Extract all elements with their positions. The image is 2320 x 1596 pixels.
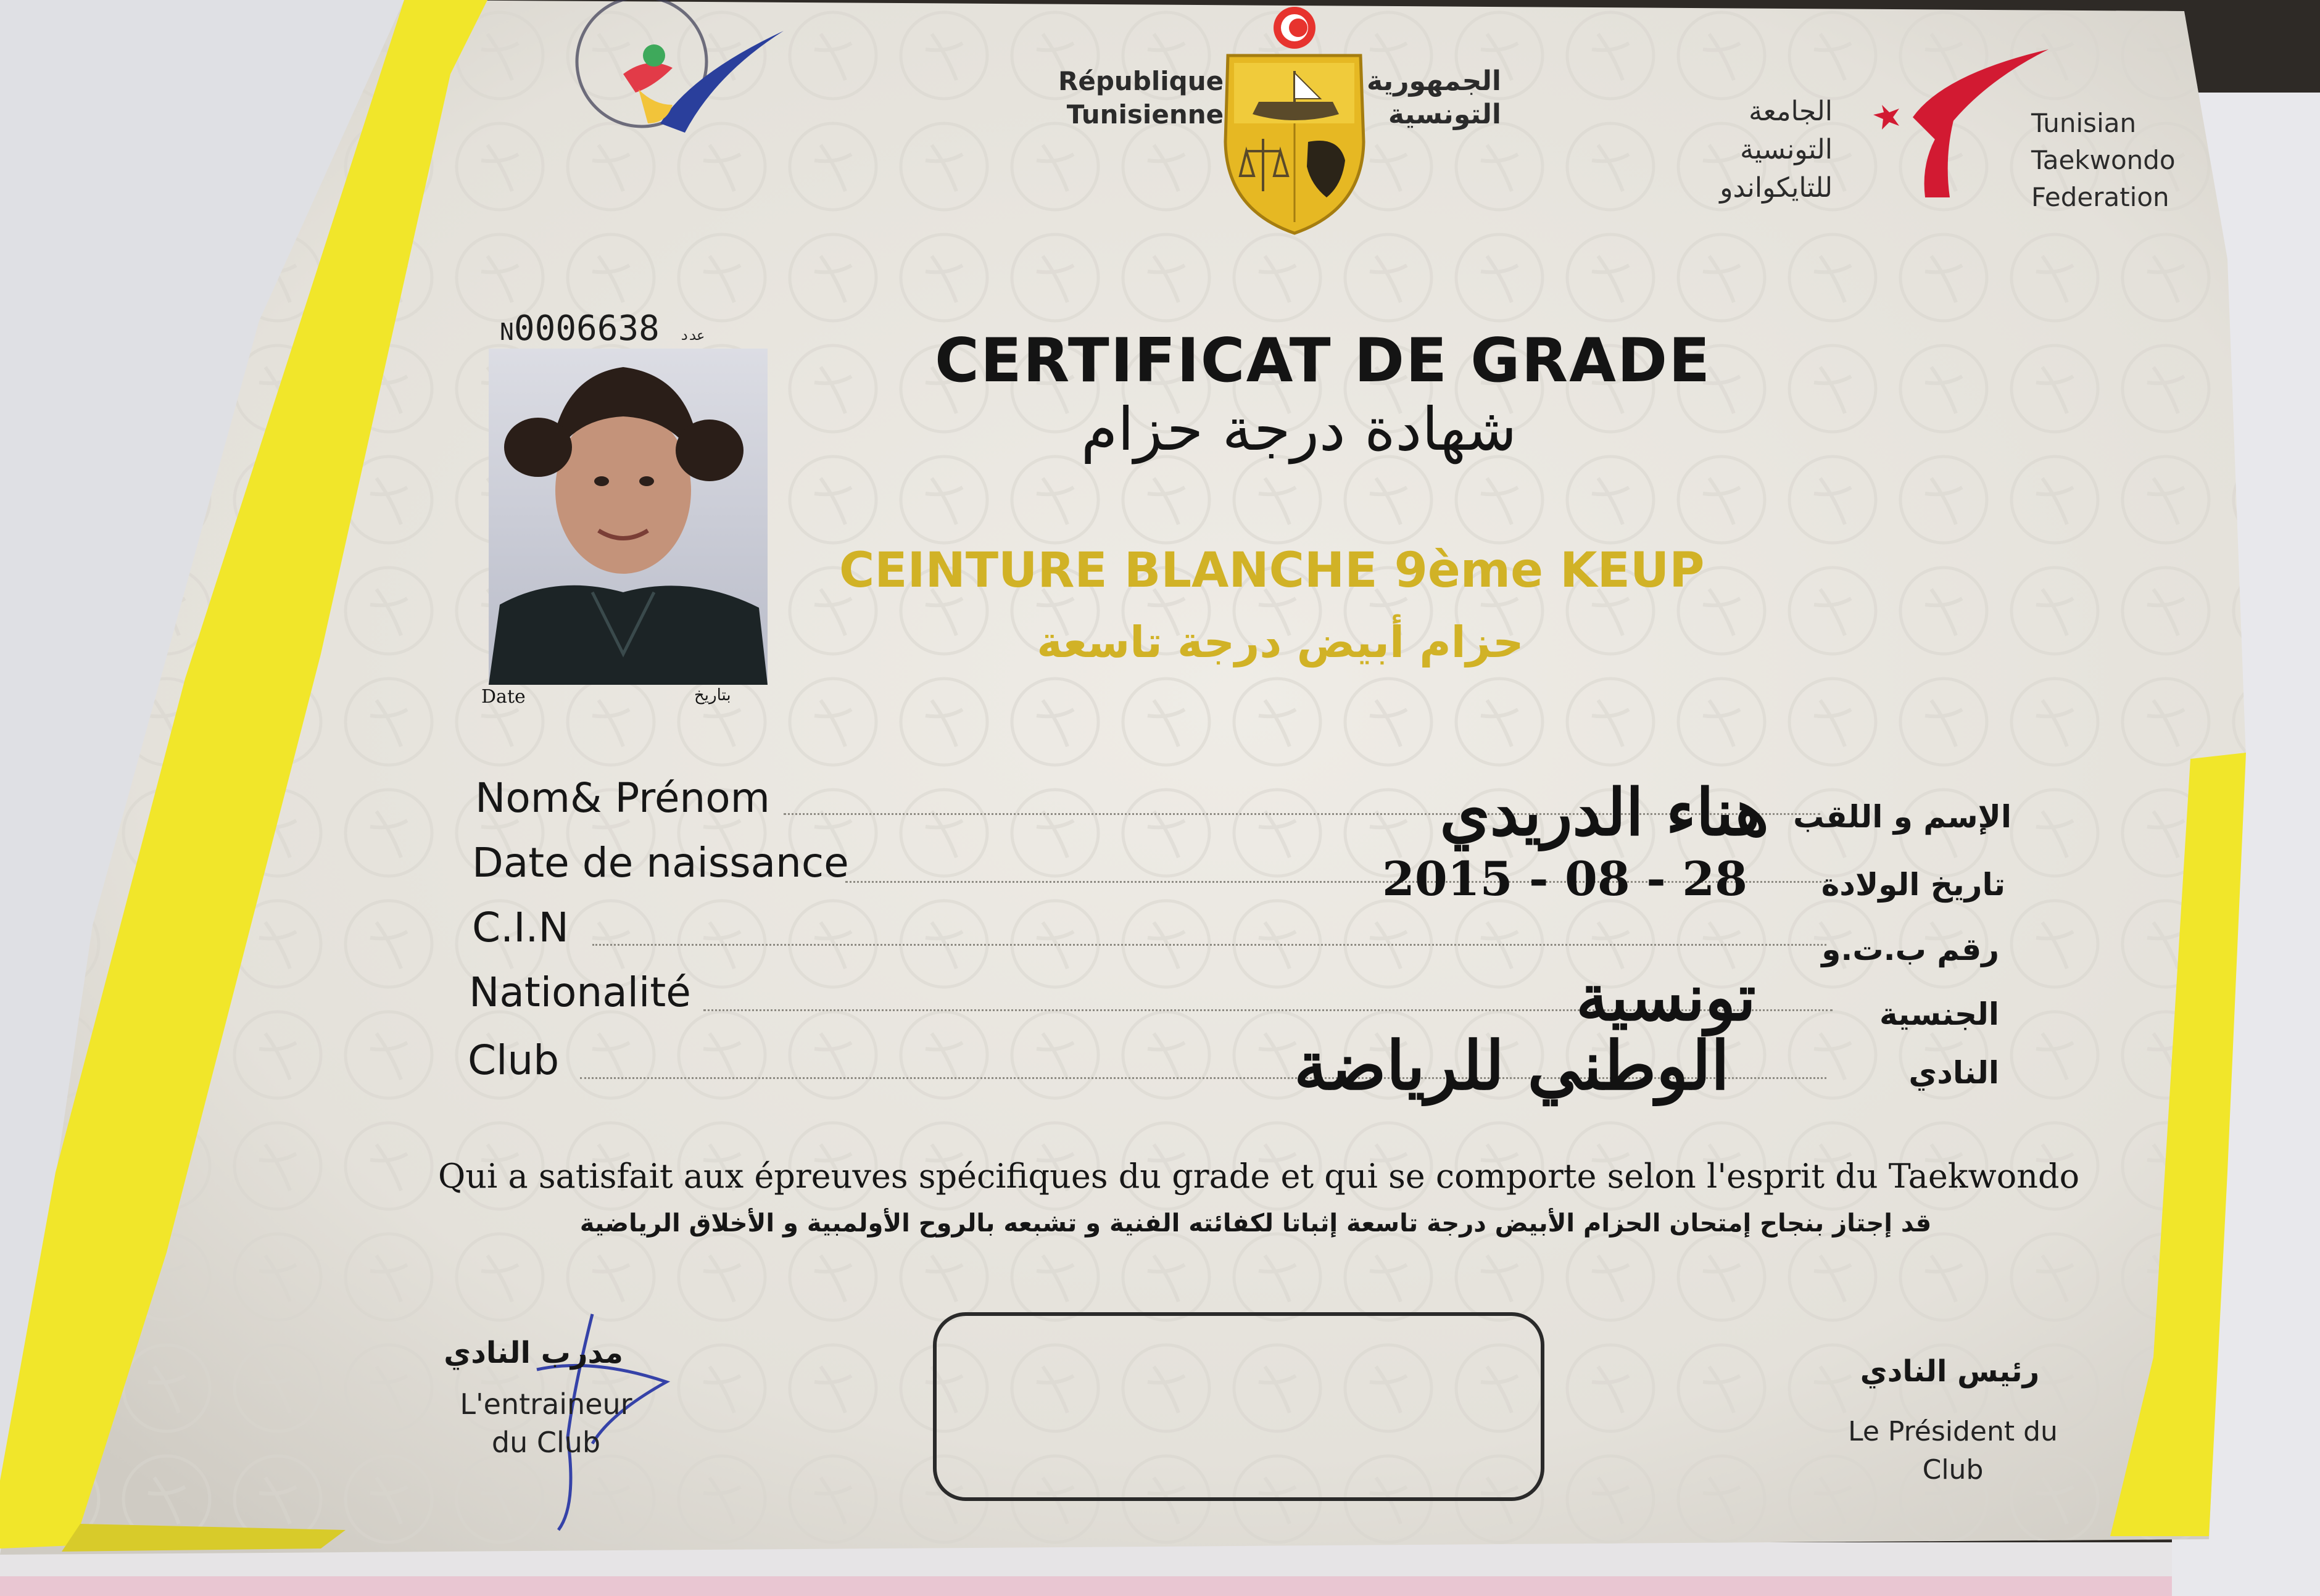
field-cin-label-fr: C.I.N	[472, 904, 569, 951]
trainer-title-fr-line1: L'entraineur	[460, 1387, 632, 1421]
field-nationality-label-ar: الجنسية	[1879, 996, 1999, 1032]
republic-fr-line2: Tunisienne	[1066, 99, 1224, 130]
field-name-label-fr: Nom& Prénom	[475, 774, 770, 822]
president-title-fr	[1799, 1413, 2107, 1489]
field-nationality-value: تونسية	[1576, 959, 1756, 1035]
president-title-ar: رئيس النادي	[1860, 1354, 2040, 1389]
field-club-value: الوطني للرياضة	[1294, 1027, 1730, 1105]
serial-value: 0006638	[513, 308, 660, 349]
federation-ar-line2: التونسية	[1739, 134, 1833, 165]
federation-ar	[1641, 93, 1833, 207]
republic-ar-line2: التونسية	[1388, 99, 1501, 130]
trainer-title-fr-line2: du Club	[491, 1426, 601, 1459]
statement-fr: Qui a satisfait aux épreuves spécifiques du grade et qui se comporte selon l'esprit du Taekwondo	[438, 1157, 2080, 1196]
republic-fr-line1: République	[1058, 66, 1224, 96]
federation-en	[2031, 105, 2176, 216]
trainer-title-ar: مدرب النادي	[444, 1336, 623, 1370]
republic-ar	[1367, 65, 1501, 131]
photo-date-ar: بتاريخ	[694, 686, 731, 705]
certificate-title-fr: CERTIFICAT DE GRADE	[935, 326, 1712, 396]
grade-title-fr: CEINTURE BLANCHE 9ème KEUP	[839, 543, 1705, 598]
field-birth-label-fr: Date de naissance	[472, 839, 849, 887]
republic-ar-line1: الجمهورية	[1367, 65, 1501, 97]
president-title-fr-line1: Le Président du	[1848, 1416, 2058, 1447]
grade-title-ar: حزام أبيض درجة تاسعة	[1037, 617, 1524, 668]
serial-number	[500, 308, 705, 349]
republic-fr	[1058, 65, 1224, 131]
federation-en-line1: Tunisian	[2031, 108, 2137, 138]
field-name-label-ar: الإسم و اللقب	[1793, 799, 2011, 835]
field-name-value: هناء الدريدي	[1440, 774, 1769, 850]
field-birth-label-ar: تاريخ الولادة	[1821, 867, 2005, 903]
field-club-label-ar: النادي	[1908, 1055, 1999, 1091]
federation-en-line3: Federation	[2031, 182, 2169, 212]
trainer-title-fr	[426, 1385, 666, 1462]
student-photo	[489, 349, 768, 685]
photo-date-fr: Date	[481, 686, 526, 708]
field-nationality-label-fr: Nationalité	[469, 969, 691, 1016]
federation-en-line2: Taekwondo	[2031, 145, 2176, 175]
certificate-title-ar: شهادة درجة حزام	[1080, 395, 1517, 464]
serial-ar-label: عدد	[680, 328, 705, 344]
statement-ar: قد إجتاز بنجاح إمتحان الحزام الأبيض درجة تاسعة إثباتا لكفائته الفنية و تشبعه بالروح الأولمبية و الأخلاق الرياضية	[579, 1209, 1932, 1238]
field-birth-value: 2015 - 08 - 28	[1382, 851, 1747, 906]
field-cin-line	[592, 944, 1826, 946]
serial-prefix: N	[500, 318, 514, 345]
field-club-label-fr: Club	[468, 1036, 560, 1084]
president-title-fr-line2: Club	[1922, 1454, 1984, 1486]
field-cin-label-ar: رقم ب.ت.و	[1821, 932, 1999, 967]
federation-ar-line3: للتايكواندو	[1720, 172, 1833, 204]
federation-ar-line1: الجامعة	[1749, 96, 1833, 127]
